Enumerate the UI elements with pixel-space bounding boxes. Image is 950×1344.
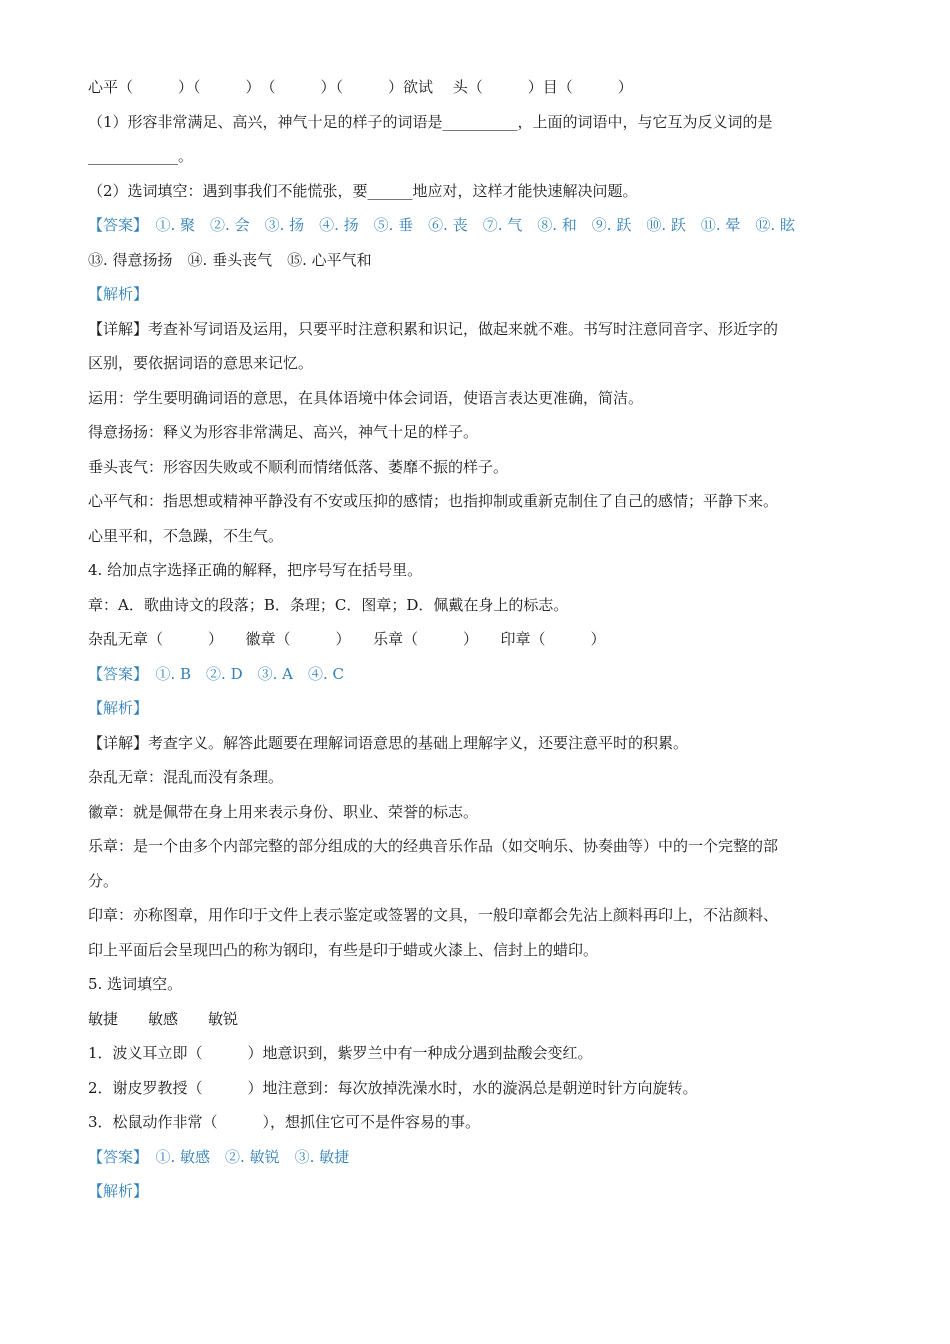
text-line: 2．谢皮罗教授（ ）地注意到：每次放掉洗澡水时，水的漩涡总是朝逆时针方向旋转。 [88,1078,698,1097]
text-line: 杂乱无章：混乱而没有条理。 [88,768,284,786]
document-page [88,70,878,1209]
text-line: ____________。 [88,147,194,165]
text-line: 运用：学生要明确词语的意思，在具体语境中体会词语，使语言表达更准确，简洁。 [88,388,644,407]
text-line: 印章：亦称图章，用作印于文件上表示鉴定或签署的文具，一般印章都会先沾上颜料再印上，不沾颜料、 [88,906,779,924]
text-line: 乐章：是一个由多个内部完整的部分组成的大的经典音乐作品（如交响乐、协奏曲等）中的一个完整的部 [88,837,779,855]
text-line: 【详解】考查补写词语及运用，只要平时注意积累和识记，做起来就不难。书写时注意同音字、形近字的 [88,319,779,338]
word-options: 敏捷 敏感 敏锐 [88,1009,239,1028]
text-line: 心平气和：指思想或精神平静没有不安或压抑的感情；也指抑制或重新克制住了自己的感情；平静下来。 [88,492,779,510]
question-heading: 4. 给加点字选择正确的解释，把序号写在括号里。 [88,561,423,579]
answer-line: 【答案】 ①. 聚 ②. 会 ③. 扬 ④. 扬 ⑤. 垂 ⑥. 丧 ⑦. 气 ⑧. 和 ⑨. 跃 ⑩. 跃 ⑪. 晕 ⑫. 眩 [88,216,795,234]
text-line: 分。 [88,871,119,890]
text-line: 【详解】考查字义。解答此题要在理解词语意思的基础上理解字义，还要注意平时的积累。 [88,733,689,752]
answer-line: 【答案】 ①. 敏感 ②. 敏锐 ③. 敏捷 [88,1147,350,1166]
text-line: 心里平和，不急躁，不生气。 [88,526,284,545]
text-line: 徽章：就是佩带在身上用来表示身份、职业、荣誉的标志。 [88,802,479,821]
text-line: 心平（ ）（ ） （ ）（ ）欲试 头（ ）目（ ） [88,78,633,96]
answer-line: 【答案】 ①. B ②. D ③. A ④. C [88,664,345,683]
text-line: 1．波义耳立即（ ）地意识到，紫罗兰中有一种成分遇到盐酸会变红。 [88,1044,593,1062]
analysis-heading: 【解析】 [88,285,149,303]
text-line: 章：A．歌曲诗文的段落；B．条理；C．图章；D．佩戴在身上的标志。 [88,595,569,614]
text-line: 印上平面后会呈现凹凸的称为钢印，有些是印于蜡或火漆上、信封上的蜡印。 [88,940,599,959]
dotted-words-line: 杂乱无章（ ） 徽章（ ） 乐章（ ） 印章（ ） [88,630,606,648]
text-line: ⑬. 得意扬扬 ⑭. 垂头丧气 ⑮. 心平气和 [88,250,372,269]
text-line: 3．松鼠动作非常（ ），想抓住它可不是件容易的事。 [88,1113,481,1131]
text-line: 垂头丧气：形容因失败或不顺利而情绪低落、萎靡不振的样子。 [88,457,509,476]
text-line: （1）形容非常满足、高兴，神气十足的样子的词语是__________，上面的词语中，与它互为反义词的是 [88,112,773,131]
question-heading: 5. 选词填空。 [88,975,183,993]
text-line: （2）选词填空：遇到事我们不能慌张，要______地应对，这样才能快速解决问题。 [88,181,638,200]
analysis-heading: 【解析】 [88,1182,149,1200]
analysis-heading: 【解析】 [88,699,149,717]
text-line: 得意扬扬：释义为形容非常满足、高兴，神气十足的样子。 [88,423,479,441]
text-line: 区别，要依据词语的意思来记忆。 [88,354,314,372]
